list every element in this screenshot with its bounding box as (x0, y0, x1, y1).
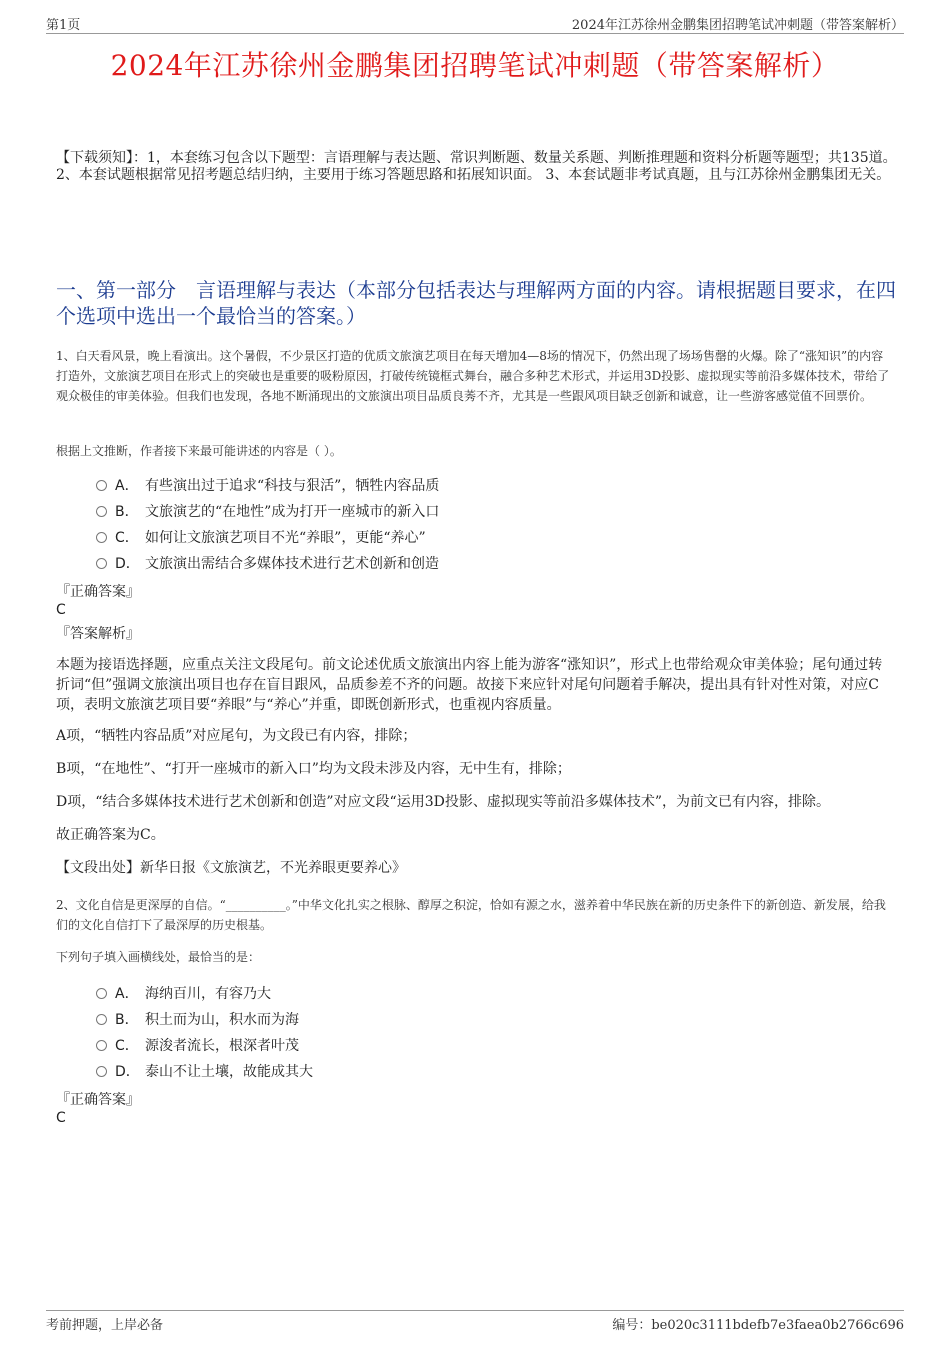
q1-answer: C (56, 602, 66, 618)
document-title: 2024年江苏徐州金鹏集团招聘笔试冲刺题（带答案解析） (110, 49, 840, 82)
radio-icon[interactable] (96, 1014, 107, 1025)
radio-icon[interactable] (96, 1040, 107, 1051)
q2-answer: C (56, 1110, 66, 1126)
radio-icon[interactable] (96, 532, 107, 543)
q1-analysis-d: D项，“结合多媒体技术进行艺术创新和创造”对应文段“运用3D投影、虚拟现实等前沿多媒体技术”，为前文已有内容，排除。 (56, 794, 830, 810)
q1-conclusion: 故正确答案为C。 (56, 827, 165, 843)
q1-option-b[interactable]: B． 文旅演艺的“在地性”成为打开一座城市的新入口 (96, 501, 439, 523)
q2-option-a[interactable]: A． 海纳百川，有容乃大 (96, 983, 271, 1005)
question-2-prompt: 下列句子填入画横线处，最恰当的是： (56, 950, 261, 964)
page-number: 第1页 (46, 18, 81, 33)
q2-option-c[interactable]: C． 源浚者流长，根深者叶茂 (96, 1035, 299, 1057)
footer-divider (46, 1310, 904, 1311)
radio-icon[interactable] (96, 506, 107, 517)
question-1-prompt: 根据上文推断，作者接下来最可能讲述的内容是（ ）。 (56, 444, 342, 458)
q2-option-d[interactable]: D． 泰山不让土壤，故能成其大 (96, 1061, 313, 1083)
footer-slogan: 考前押题，上岸必备 (46, 1318, 164, 1333)
q1-source: 【文段出处】新华日报《文旅演艺，不光养眼更要养心》 (56, 860, 406, 876)
q1-analysis-a: A项，“牺牲内容品质”对应尾句，为文段已有内容，排除； (56, 728, 417, 744)
radio-icon[interactable] (96, 480, 107, 491)
document-id: 编号：be020c3111bdefb7e3faea0b2766c696 (612, 1318, 904, 1333)
q2-option-b[interactable]: B． 积土而为山，积水而为海 (96, 1009, 299, 1031)
q2-answer-label: 『正确答案』 (56, 1092, 140, 1108)
download-notice: 【下载须知】：1，本套练习包含以下题型：言语理解与表达题、常识判断题、数量关系题、判断推理题和资料分析题等题型；共135道。 2、本套试题根据常见招考题总结归纳，主要用于练习答题思路和拓展知识面。 3、本套试题非考试真题，且与江苏徐州金鹏集团无关。 (56, 150, 897, 183)
q1-analysis-label: 『答案解析』 (56, 626, 140, 642)
question-1-text: 1、白天看风景，晚上看演出。这个暑假，不少景区打造的优质文旅演艺项目在每天增加4—8场的情况下，仍然出现了场场售罄的火爆。除了“涨知识”的内容打造外，文旅演艺项目在形式上的突破也是重要的吸粉原因，打破传统镜框式舞台，融合多种艺术形式，并运用3D投影、虚拟现实等前沿多媒体技术，带给了观众极佳的审美体验。但我们也发现，各地不断涌现出的文旅演出项目品质良莠不齐，尤其是一些跟风项目缺乏创新和诚意，让一些游客感觉值不回票价。 (56, 349, 890, 403)
q1-answer-label: 『正确答案』 (56, 584, 140, 600)
running-header-title: 2024年江苏徐州金鹏集团招聘笔试冲刺题（带答案解析） (571, 18, 904, 33)
q1-option-a[interactable]: A． 有些演出过于追求“科技与狠活”，牺牲内容品质 (96, 475, 439, 497)
q1-option-d[interactable]: D． 文旅演出需结合多媒体技术进行艺术创新和创造 (96, 553, 439, 575)
q1-analysis-b: B项，“在地性”、“打开一座城市的新入口”均为文段未涉及内容，无中生有，排除； (56, 761, 571, 777)
q1-analysis-main: 本题为接语选择题，应重点关注文段尾句。前文论述优质文旅演出内容上能为游客“涨知识”，形式上也带给观众审美体验；尾句通过转折词“但”强调文旅演出项目也存在盲目跟风，品质参差不齐的问题。故接下来应针对尾句问题着手解决，提出具有针对性对策，对应C项，表明文旅演艺项目要“养眼”与“养心”并重，即既创新形式，也重视内容质量。 (56, 657, 883, 713)
radio-icon[interactable] (96, 988, 107, 999)
q1-option-c[interactable]: C． 如何让文旅演艺项目不光“养眼”，更能“养心” (96, 527, 426, 549)
question-2-text: 2、文化自信是更深厚的自信。“__________。”中华文化扎实之根脉、醇厚之积淀，恰如有源之水，滋养着中华民族在新的历史条件下的新创造、新发展，给我们的文化自信打下了最深厚的历史根基。 (56, 898, 886, 932)
radio-icon[interactable] (96, 558, 107, 569)
radio-icon[interactable] (96, 1066, 107, 1077)
section-heading: 一、第一部分 言语理解与表达（本部分包括表达与理解两方面的内容。请根据题目要求，在四个选项中选出一个最恰当的答案。） (56, 278, 896, 328)
header-divider (46, 33, 904, 34)
